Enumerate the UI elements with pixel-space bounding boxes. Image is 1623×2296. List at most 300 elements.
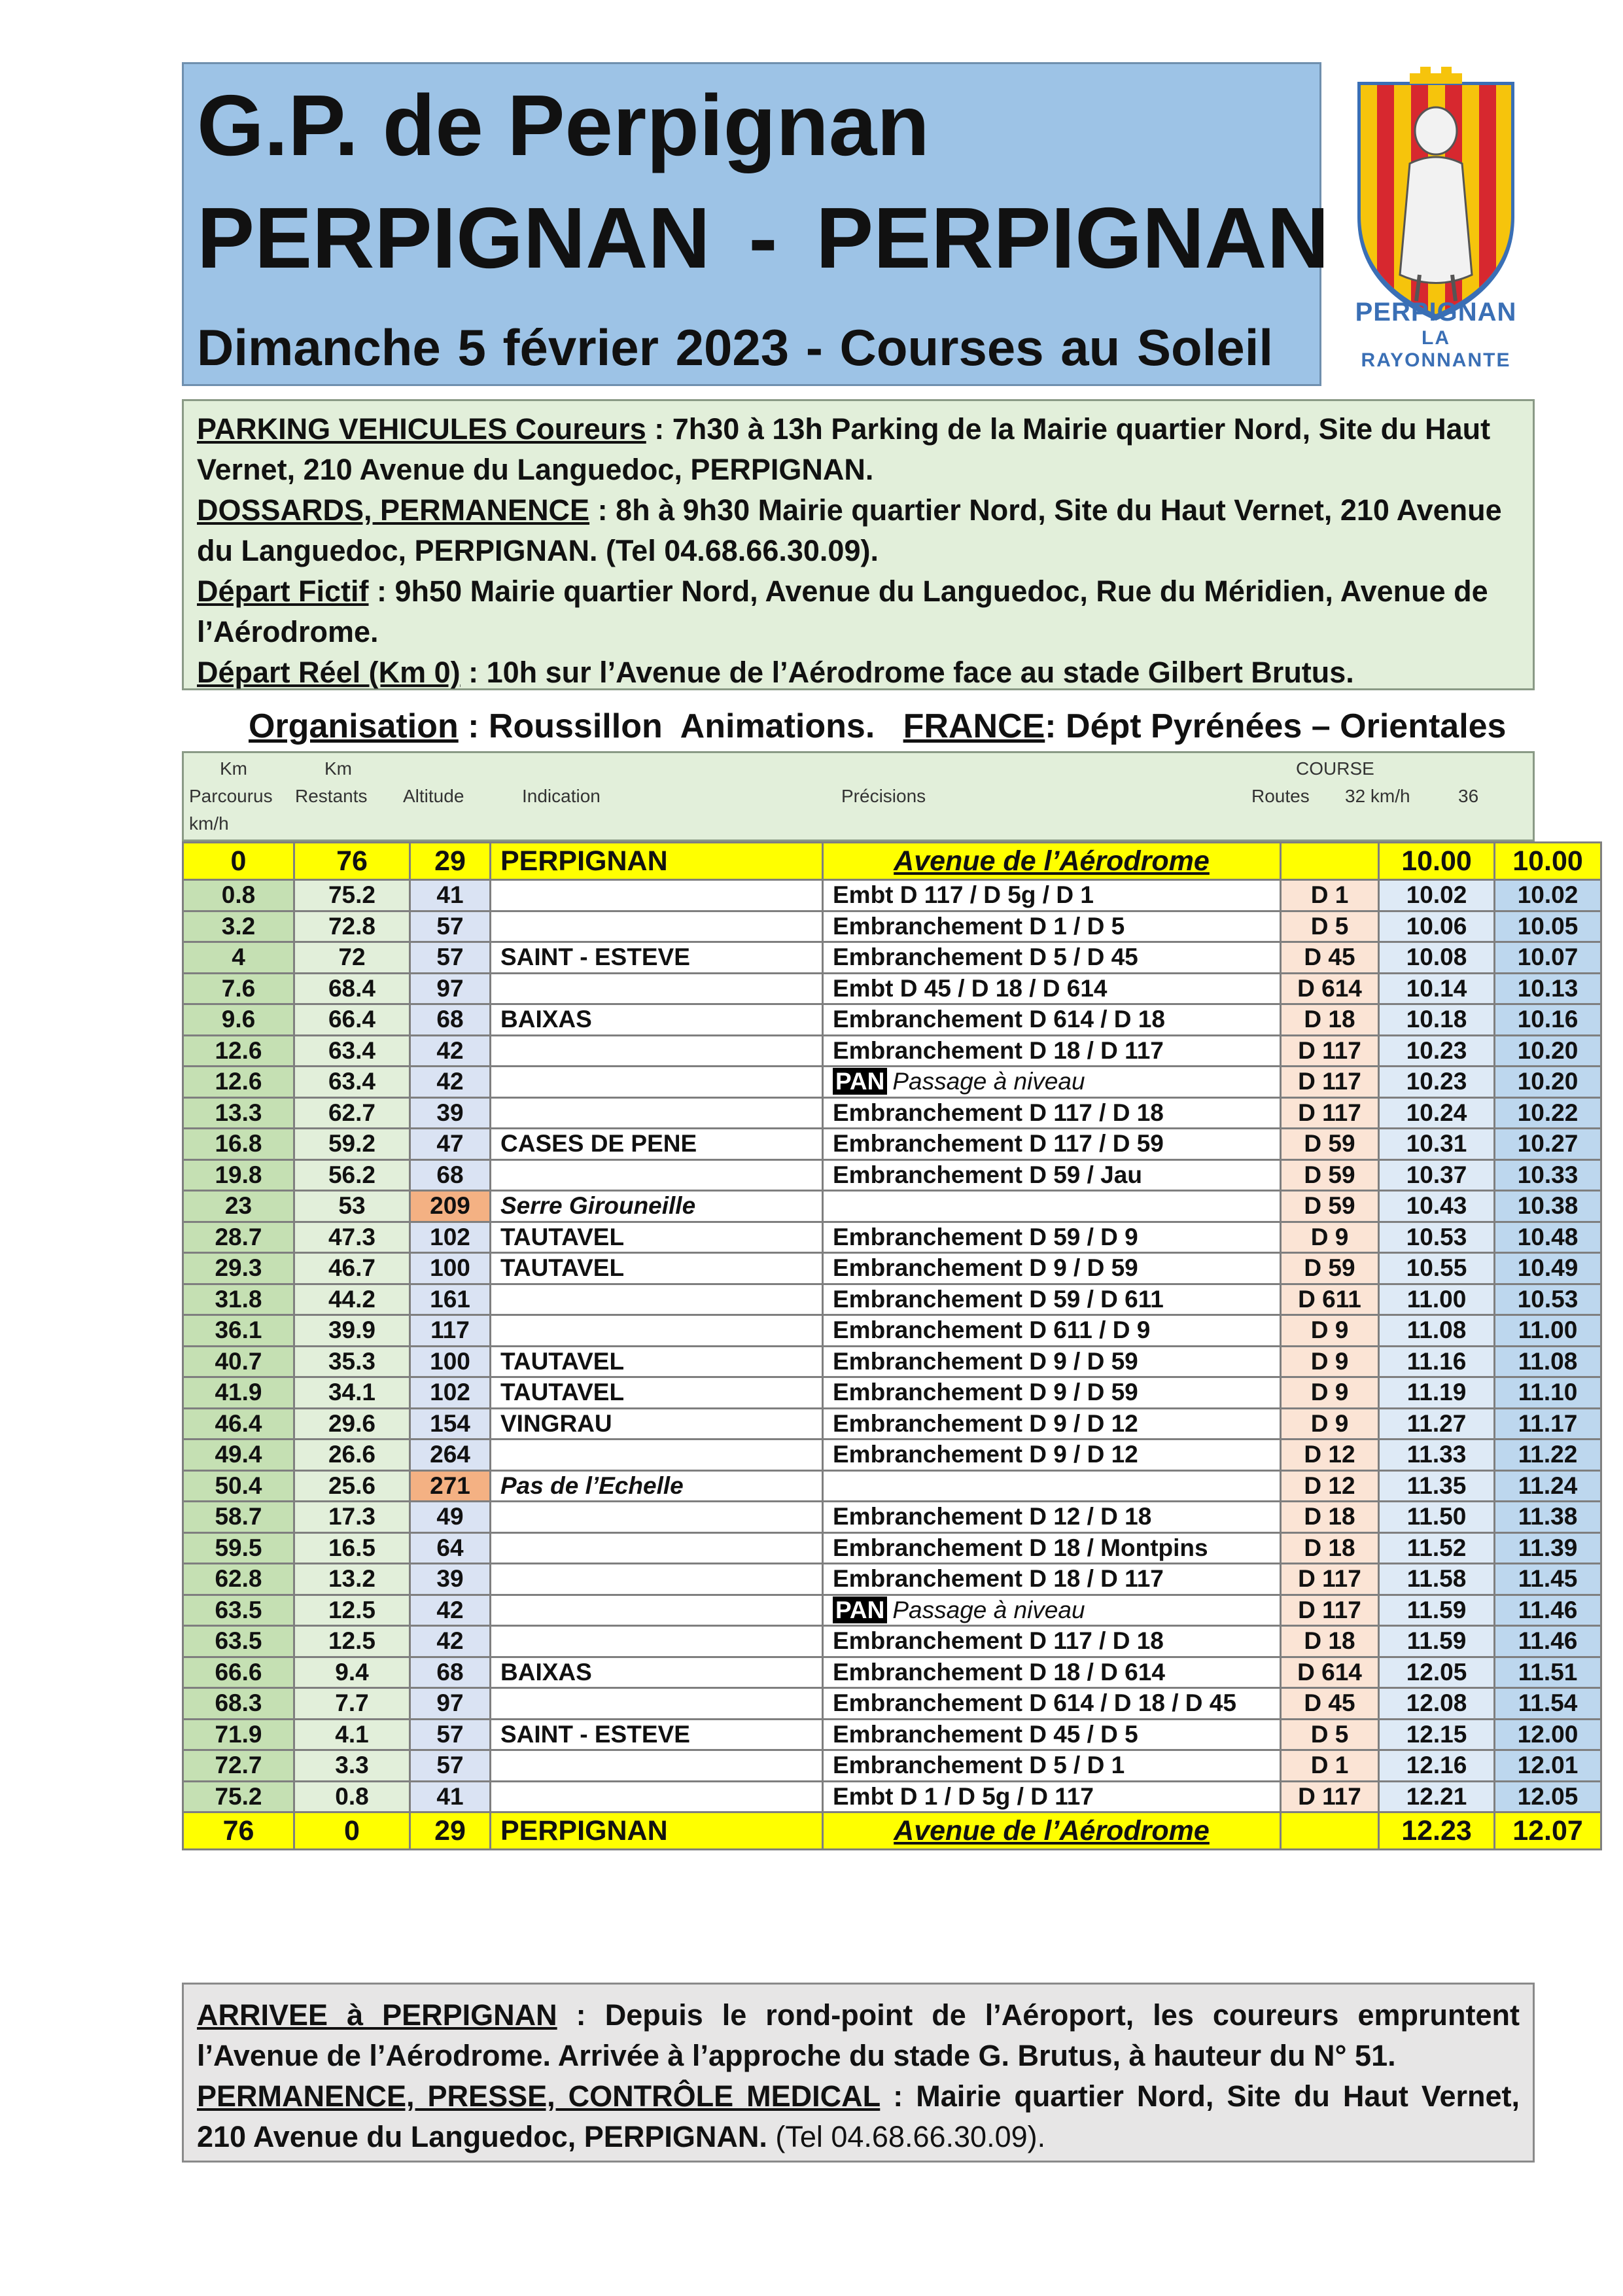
- alt-cell: 57: [410, 1719, 491, 1750]
- km-cell: 31.8: [183, 1284, 294, 1315]
- km-cell: 28.7: [183, 1222, 294, 1253]
- rest-cell: 12.5: [294, 1626, 410, 1657]
- rest-cell: 34.1: [294, 1377, 410, 1409]
- table-column-header: [182, 751, 1535, 841]
- km-cell: 40.7: [183, 1346, 294, 1377]
- info-box: [182, 399, 1535, 690]
- organisation-text: : Roussillon Animations.: [458, 707, 903, 745]
- indication-cell: BAIXAS: [491, 1657, 823, 1688]
- km-cell: 46.4: [183, 1408, 294, 1439]
- km-cell: 63.5: [183, 1595, 294, 1626]
- km-cell: 72.7: [183, 1750, 294, 1782]
- alt-cell: 57: [410, 911, 491, 942]
- route-cell: D 12: [1281, 1470, 1379, 1502]
- alt-cell: 100: [410, 1346, 491, 1377]
- precision-cell: [823, 1595, 1281, 1626]
- route-cell: D 9: [1281, 1315, 1379, 1347]
- precision-cell: Embranchement D 18 / D 614: [823, 1657, 1281, 1688]
- indication-cell: PERPIGNAN: [491, 1812, 823, 1850]
- alt-cell: 97: [410, 1688, 491, 1720]
- indication-cell: [491, 1781, 823, 1812]
- dossards-info: [197, 490, 1520, 571]
- indication-cell: [491, 880, 823, 911]
- indication-cell: TAUTAVEL: [491, 1346, 823, 1377]
- permanence-info: [197, 2076, 1520, 2157]
- alt-cell: 161: [410, 1284, 491, 1315]
- parking-label: PARKING VEHICULES Coureurs: [197, 412, 646, 446]
- route-cell: D 45: [1281, 1688, 1379, 1720]
- time-36-cell: 11.51: [1495, 1657, 1601, 1688]
- alt-cell: 41: [410, 1781, 491, 1812]
- table-row: [183, 1159, 1601, 1191]
- route-title: PERPIGNAN - PERPIGNAN: [197, 190, 1329, 286]
- rest-cell: 7.7: [294, 1688, 410, 1720]
- table-row: [183, 1067, 1601, 1098]
- pan-badge: PAN: [833, 1068, 887, 1095]
- col-km-top: Km: [220, 758, 247, 779]
- indication-cell: [491, 1284, 823, 1315]
- time-36-cell: 11.54: [1495, 1688, 1601, 1720]
- depart-reel-label: Départ Réel (Km 0): [197, 656, 461, 689]
- time-32-cell: 11.50: [1379, 1502, 1495, 1533]
- rest-cell: 3.3: [294, 1750, 410, 1782]
- end-row: [183, 1812, 1601, 1850]
- precision-cell: Embranchement D 45 / D 5: [823, 1719, 1281, 1750]
- km-cell: 13.3: [183, 1097, 294, 1129]
- precision-cell: Embranchement D 1 / D 5: [823, 911, 1281, 942]
- alt-cell: 271: [410, 1470, 491, 1502]
- km-cell: 16.8: [183, 1129, 294, 1160]
- indication-cell: [491, 1159, 823, 1191]
- arrivee-label: ARRIVEE à PERPIGNAN: [197, 1998, 557, 2032]
- rest-cell: 47.3: [294, 1222, 410, 1253]
- indication-cell: [491, 1097, 823, 1129]
- time-36-cell: 10.20: [1495, 1035, 1601, 1067]
- table-row: [183, 1035, 1601, 1067]
- dossards-text: : 8h à 9h30 Mairie quartier Nord, Site du Haut Vernet, 210 Avenue du Languedoc, PERPIGNAN. (Tel 04.68.66.30.09).: [197, 493, 1502, 567]
- indication-cell: [491, 1750, 823, 1782]
- rest-cell: 35.3: [294, 1346, 410, 1377]
- route-cell: D 9: [1281, 1222, 1379, 1253]
- depart-fictif-text: : 9h50 Mairie quartier Nord, Avenue du Languedoc, Rue du Méridien, Avenue de l’Aérodrome.: [197, 574, 1488, 648]
- time-36-cell: 11.00: [1495, 1315, 1601, 1347]
- precision-cell: Embranchement D 18 / Montpins: [823, 1532, 1281, 1564]
- table-row: [183, 1470, 1601, 1502]
- precision-cell: Embranchement D 5 / D 45: [823, 942, 1281, 974]
- time-32-cell: 10.55: [1379, 1253, 1495, 1284]
- alt-cell: 47: [410, 1129, 491, 1160]
- precision-cell: Embranchement D 614 / D 18: [823, 1004, 1281, 1036]
- route-cell: D 18: [1281, 1532, 1379, 1564]
- parking-text: : 7h30 à 13h Parking de la Mairie quartier Nord, Site du Haut Vernet, 210 Avenue du Languedoc, PERPIGNAN.: [197, 412, 1491, 486]
- indication-cell: [491, 1439, 823, 1471]
- table-row: [183, 1688, 1601, 1720]
- alt-cell: 102: [410, 1222, 491, 1253]
- precision-cell: [823, 1067, 1281, 1098]
- km-cell: 36.1: [183, 1315, 294, 1347]
- table-row: [183, 1750, 1601, 1782]
- alt-cell: 49: [410, 1502, 491, 1533]
- time-32-cell: 10.23: [1379, 1067, 1495, 1098]
- event-title: G.P. de Perpignan: [197, 77, 930, 173]
- country-label: FRANCE: [903, 707, 1045, 745]
- table-row: [183, 1719, 1601, 1750]
- table-row: [183, 1502, 1601, 1533]
- time-36-cell: 12.05: [1495, 1781, 1601, 1812]
- rest-cell: 17.3: [294, 1502, 410, 1533]
- route-cell: D 59: [1281, 1253, 1379, 1284]
- route-cell: D 9: [1281, 1346, 1379, 1377]
- start-row: [183, 843, 1601, 880]
- rest-cell: 66.4: [294, 1004, 410, 1036]
- rest-cell: 0: [294, 1812, 410, 1850]
- time-32-cell: 10.00: [1379, 843, 1495, 880]
- route-cell: [1281, 843, 1379, 880]
- time-32-cell: 10.43: [1379, 1191, 1495, 1222]
- time-36-cell: 12.07: [1495, 1812, 1601, 1850]
- precision-cell: Embt D 45 / D 18 / D 614: [823, 973, 1281, 1004]
- event-date: Dimanche 5 février 2023 - Courses au Soleil: [197, 319, 1274, 376]
- rest-cell: 56.2: [294, 1159, 410, 1191]
- time-32-cell: 12.21: [1379, 1781, 1495, 1812]
- time-32-cell: 11.16: [1379, 1346, 1495, 1377]
- time-36-cell: 10.27: [1495, 1129, 1601, 1160]
- route-cell: D 59: [1281, 1159, 1379, 1191]
- km-cell: 50.4: [183, 1470, 294, 1502]
- time-36-cell: 10.49: [1495, 1253, 1601, 1284]
- organisation-label: Organisation: [249, 707, 459, 745]
- precision-cell: [823, 1470, 1281, 1502]
- time-36-cell: 11.38: [1495, 1502, 1601, 1533]
- depart-reel-info: [197, 652, 1520, 693]
- time-32-cell: 12.23: [1379, 1812, 1495, 1850]
- col-altitude: Altitude: [403, 786, 464, 806]
- route-cell: D 1: [1281, 1750, 1379, 1782]
- alt-cell: 117: [410, 1315, 491, 1347]
- indication-cell: [491, 1035, 823, 1067]
- table-row: [183, 1129, 1601, 1160]
- time-32-cell: 11.27: [1379, 1408, 1495, 1439]
- table-row: [183, 942, 1601, 974]
- permanence-tel: (Tel 04.68.66.30.09).: [767, 2120, 1046, 2153]
- rest-cell: 63.4: [294, 1067, 410, 1098]
- time-32-cell: 12.16: [1379, 1750, 1495, 1782]
- alt-cell: 209: [410, 1191, 491, 1222]
- time-36-cell: 10.02: [1495, 880, 1601, 911]
- km-cell: 76: [183, 1812, 294, 1850]
- rest-cell: 63.4: [294, 1035, 410, 1067]
- col-precisions: Précisions: [841, 786, 926, 806]
- table-row: [183, 1222, 1601, 1253]
- time-32-cell: 11.00: [1379, 1284, 1495, 1315]
- col-rest-bottom: Restants: [295, 786, 368, 806]
- km-cell: 3.2: [183, 911, 294, 942]
- precision-cell: [823, 1191, 1281, 1222]
- rest-cell: 4.1: [294, 1719, 410, 1750]
- depart-fictif-label: Départ Fictif: [197, 574, 369, 608]
- indication-cell: PERPIGNAN: [491, 843, 823, 880]
- time-32-cell: 10.53: [1379, 1222, 1495, 1253]
- col-course: COURSE: [1296, 758, 1374, 779]
- indication-cell: [491, 1595, 823, 1626]
- precision-cell: Embranchement D 18 / D 117: [823, 1035, 1281, 1067]
- precision-cell: Embranchement D 18 / D 117: [823, 1564, 1281, 1595]
- rest-cell: 26.6: [294, 1439, 410, 1471]
- km-cell: 75.2: [183, 1781, 294, 1812]
- km-cell: 62.8: [183, 1564, 294, 1595]
- alt-cell: 29: [410, 843, 491, 880]
- indication-cell: [491, 973, 823, 1004]
- km-cell: 0.8: [183, 880, 294, 911]
- route-cell: D 611: [1281, 1284, 1379, 1315]
- rest-cell: 72.8: [294, 911, 410, 942]
- col-speed-36: 36: [1458, 786, 1479, 806]
- table-row: [183, 1377, 1601, 1409]
- time-32-cell: 10.18: [1379, 1004, 1495, 1036]
- rest-cell: 0.8: [294, 1781, 410, 1812]
- km-cell: 59.5: [183, 1532, 294, 1564]
- col-speed-32: 32 km/h: [1345, 786, 1410, 806]
- permanence-text: : Mairie quartier Nord, Site du Haut Vernet, 210 Avenue du Languedoc, PERPIGNAN.: [197, 2079, 1520, 2153]
- km-cell: 63.5: [183, 1626, 294, 1657]
- time-36-cell: 11.17: [1495, 1408, 1601, 1439]
- route-cell: D 18: [1281, 1004, 1379, 1036]
- precision-cell: Embranchement D 59 / Jau: [823, 1159, 1281, 1191]
- arrivee-text: : Depuis le rond-point de l’Aéroport, les coureurs empruntent l’Avenue de l’Aérodrome. Arrivée à l’approche du stade G. Brutus, à hauteur du N° 51.: [197, 1998, 1520, 2072]
- indication-cell: SAINT - ESTEVE: [491, 1719, 823, 1750]
- logo-text-secondary: LA RAYONNANTE: [1361, 327, 1511, 371]
- indication-cell: [491, 1315, 823, 1347]
- route-table: [182, 841, 1602, 1850]
- time-36-cell: 11.08: [1495, 1346, 1601, 1377]
- country-text: : Dépt Pyrénées – Orientales: [1045, 707, 1507, 745]
- time-32-cell: 11.35: [1379, 1470, 1495, 1502]
- alt-cell: 68: [410, 1159, 491, 1191]
- time-32-cell: 11.59: [1379, 1626, 1495, 1657]
- alt-cell: 154: [410, 1408, 491, 1439]
- route-cell: D 1: [1281, 880, 1379, 911]
- rest-cell: 72: [294, 942, 410, 974]
- table-row: [183, 1315, 1601, 1347]
- alt-cell: 39: [410, 1097, 491, 1129]
- route-cell: D 18: [1281, 1626, 1379, 1657]
- time-32-cell: 10.31: [1379, 1129, 1495, 1160]
- indication-cell: [491, 1532, 823, 1564]
- rest-cell: 12.5: [294, 1595, 410, 1626]
- time-36-cell: 11.10: [1495, 1377, 1601, 1409]
- table-row: [183, 1253, 1601, 1284]
- indication-cell: [491, 1626, 823, 1657]
- time-36-cell: 10.22: [1495, 1097, 1601, 1129]
- table-row: [183, 911, 1601, 942]
- time-36-cell: 10.48: [1495, 1222, 1601, 1253]
- time-32-cell: 10.08: [1379, 942, 1495, 974]
- time-32-cell: 10.37: [1379, 1159, 1495, 1191]
- col-routes: Routes: [1251, 786, 1310, 806]
- km-cell: 4: [183, 942, 294, 974]
- indication-cell: VINGRAU: [491, 1408, 823, 1439]
- route-cell: D 59: [1281, 1129, 1379, 1160]
- precision-cell: Embranchement D 614 / D 18 / D 45: [823, 1688, 1281, 1720]
- rest-cell: 25.6: [294, 1470, 410, 1502]
- indication-cell: TAUTAVEL: [491, 1222, 823, 1253]
- alt-cell: 41: [410, 880, 491, 911]
- time-32-cell: 10.06: [1379, 911, 1495, 942]
- table-row: [183, 1595, 1601, 1626]
- time-36-cell: 10.07: [1495, 942, 1601, 974]
- route-cell: D 45: [1281, 942, 1379, 974]
- time-32-cell: 11.33: [1379, 1439, 1495, 1471]
- indication-cell: [491, 1067, 823, 1098]
- depart-reel-text: : 10h sur l’Avenue de l’Aérodrome face au stade Gilbert Brutus.: [460, 656, 1354, 689]
- km-cell: 29.3: [183, 1253, 294, 1284]
- time-36-cell: 10.16: [1495, 1004, 1601, 1036]
- time-36-cell: 11.39: [1495, 1532, 1601, 1564]
- km-cell: 66.6: [183, 1657, 294, 1688]
- precision-cell: Embt D 117 / D 5g / D 1: [823, 880, 1281, 911]
- alt-cell: 68: [410, 1657, 491, 1688]
- indication-cell: [491, 911, 823, 942]
- pan-text: Passage à niveau: [892, 1068, 1085, 1095]
- time-36-cell: 11.46: [1495, 1595, 1601, 1626]
- table-row: [183, 1657, 1601, 1688]
- indication-cell: Serre Girouneille: [491, 1191, 823, 1222]
- route-cell: D 18: [1281, 1502, 1379, 1533]
- time-36-cell: 11.46: [1495, 1626, 1601, 1657]
- precision-cell: Embt D 1 / D 5g / D 117: [823, 1781, 1281, 1812]
- route-cell: D 117: [1281, 1781, 1379, 1812]
- precision-cell: Embranchement D 9 / D 59: [823, 1346, 1281, 1377]
- precision-cell: Embranchement D 117 / D 18: [823, 1097, 1281, 1129]
- time-36-cell: 10.20: [1495, 1067, 1601, 1098]
- table-row: [183, 973, 1601, 1004]
- km-cell: 9.6: [183, 1004, 294, 1036]
- km-cell: 0: [183, 843, 294, 880]
- alt-cell: 100: [410, 1253, 491, 1284]
- organisation-line: [249, 707, 1506, 746]
- km-cell: 41.9: [183, 1377, 294, 1409]
- time-36-cell: 11.22: [1495, 1439, 1601, 1471]
- alt-cell: 42: [410, 1595, 491, 1626]
- km-cell: 12.6: [183, 1067, 294, 1098]
- alt-cell: 42: [410, 1035, 491, 1067]
- time-36-cell: 10.05: [1495, 911, 1601, 942]
- route-cell: D 59: [1281, 1191, 1379, 1222]
- route-cell: D 117: [1281, 1067, 1379, 1098]
- table-row: [183, 1191, 1601, 1222]
- route-cell: D 5: [1281, 1719, 1379, 1750]
- precision-cell: Embranchement D 59 / D 9: [823, 1222, 1281, 1253]
- km-cell: 68.3: [183, 1688, 294, 1720]
- indication-cell: TAUTAVEL: [491, 1253, 823, 1284]
- route-cell: D 5: [1281, 911, 1379, 942]
- route-cell: D 117: [1281, 1097, 1379, 1129]
- time-36-cell: 10.33: [1495, 1159, 1601, 1191]
- alt-cell: 264: [410, 1439, 491, 1471]
- indication-cell: CASES DE PENE: [491, 1129, 823, 1160]
- alt-cell: 68: [410, 1004, 491, 1036]
- precision-cell: Embranchement D 117 / D 59: [823, 1129, 1281, 1160]
- km-cell: 49.4: [183, 1439, 294, 1471]
- route-cell: D 117: [1281, 1035, 1379, 1067]
- precision-cell: Embranchement D 9 / D 12: [823, 1408, 1281, 1439]
- alt-cell: 64: [410, 1532, 491, 1564]
- precision-cell: Embranchement D 9 / D 12: [823, 1439, 1281, 1471]
- precision-cell: Embranchement D 59 / D 611: [823, 1284, 1281, 1315]
- rest-cell: 62.7: [294, 1097, 410, 1129]
- time-32-cell: 11.19: [1379, 1377, 1495, 1409]
- table-row: [183, 880, 1601, 911]
- col-indication: Indication: [522, 786, 601, 806]
- depart-fictif-info: [197, 571, 1520, 652]
- rest-cell: 44.2: [294, 1284, 410, 1315]
- time-36-cell: 11.45: [1495, 1564, 1601, 1595]
- time-36-cell: 12.00: [1495, 1719, 1601, 1750]
- time-32-cell: 12.15: [1379, 1719, 1495, 1750]
- km-cell: 19.8: [183, 1159, 294, 1191]
- time-32-cell: 10.23: [1379, 1035, 1495, 1067]
- indication-cell: [491, 1564, 823, 1595]
- time-32-cell: 11.52: [1379, 1532, 1495, 1564]
- rest-cell: 16.5: [294, 1532, 410, 1564]
- route-cell: D 12: [1281, 1439, 1379, 1471]
- time-32-cell: 11.08: [1379, 1315, 1495, 1347]
- time-36-cell: 10.00: [1495, 843, 1601, 880]
- precision-cell: Embranchement D 117 / D 18: [823, 1626, 1281, 1657]
- alt-cell: 42: [410, 1067, 491, 1098]
- alt-cell: 42: [410, 1626, 491, 1657]
- km-cell: 7.6: [183, 973, 294, 1004]
- parking-info: [197, 409, 1520, 490]
- precision-cell: Embranchement D 9 / D 59: [823, 1377, 1281, 1409]
- arrivee-info: [197, 1995, 1520, 2076]
- time-36-cell: 10.53: [1495, 1284, 1601, 1315]
- header-box: [182, 62, 1329, 386]
- time-32-cell: 10.24: [1379, 1097, 1495, 1129]
- rest-cell: 13.2: [294, 1564, 410, 1595]
- km-cell: 23: [183, 1191, 294, 1222]
- time-32-cell: 11.59: [1379, 1595, 1495, 1626]
- alt-cell: 57: [410, 942, 491, 974]
- arrival-box: [182, 1983, 1535, 2163]
- table-row: [183, 1004, 1601, 1036]
- precision-cell: Avenue de l’Aérodrome: [823, 843, 1281, 880]
- alt-cell: 97: [410, 973, 491, 1004]
- time-32-cell: 12.05: [1379, 1657, 1495, 1688]
- indication-cell: SAINT - ESTEVE: [491, 942, 823, 974]
- indication-cell: BAIXAS: [491, 1004, 823, 1036]
- table-row: [183, 1439, 1601, 1471]
- route-cell: D 614: [1281, 1657, 1379, 1688]
- km-cell: 12.6: [183, 1035, 294, 1067]
- col-rest-top: Km: [324, 758, 352, 779]
- alt-cell: 57: [410, 1750, 491, 1782]
- route-cell: D 9: [1281, 1377, 1379, 1409]
- km-cell: 71.9: [183, 1719, 294, 1750]
- col-km-unit: km/h: [189, 813, 229, 834]
- table-row: [183, 1532, 1601, 1564]
- time-32-cell: 11.58: [1379, 1564, 1495, 1595]
- rest-cell: 59.2: [294, 1129, 410, 1160]
- table-row: [183, 1626, 1601, 1657]
- indication-cell: [491, 1502, 823, 1533]
- time-36-cell: 10.38: [1495, 1191, 1601, 1222]
- table-row: [183, 1564, 1601, 1595]
- km-cell: 58.7: [183, 1502, 294, 1533]
- route-cell: D 9: [1281, 1408, 1379, 1439]
- indication-cell: [491, 1688, 823, 1720]
- rest-cell: 75.2: [294, 880, 410, 911]
